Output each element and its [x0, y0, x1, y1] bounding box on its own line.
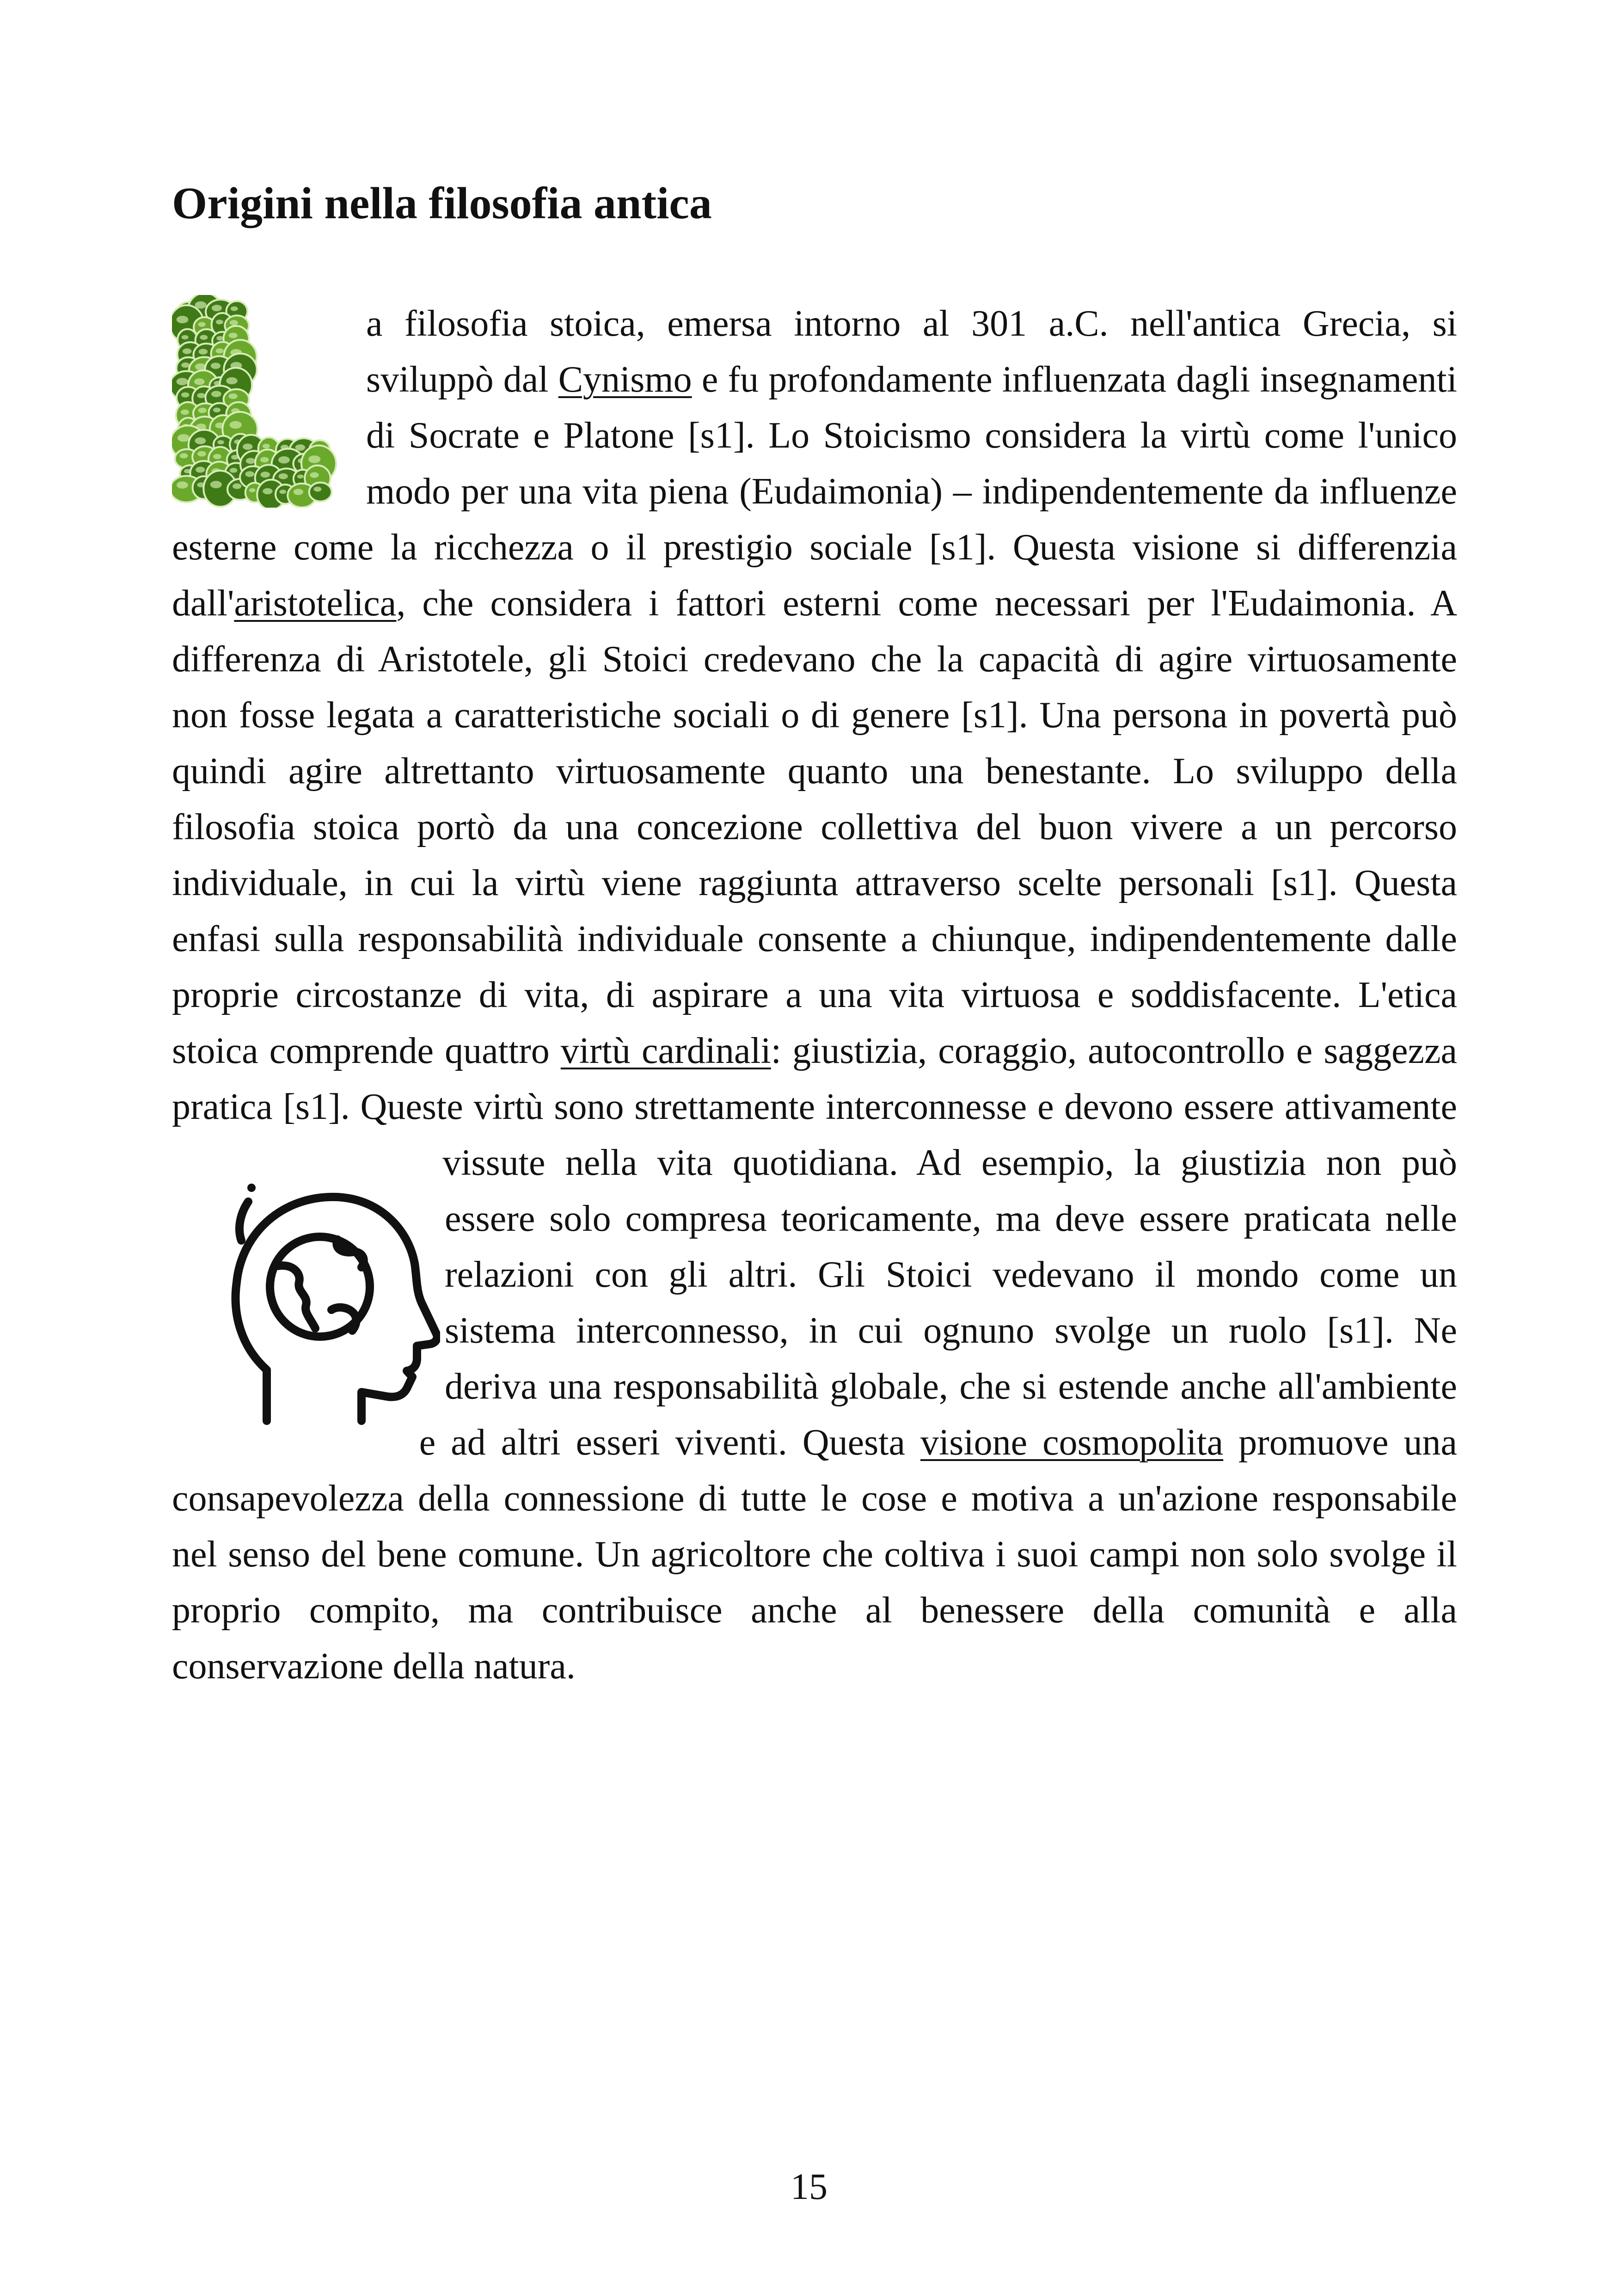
link-cynismo[interactable]: Cynismo [558, 359, 692, 400]
body-paragraph [172, 296, 1457, 1694]
link-visione-cosmopolita[interactable]: visione cosmopolita [920, 1422, 1224, 1463]
link-aristotelica[interactable]: aristotelica [234, 583, 397, 624]
paragraph-text-1: a filosofia stoica, emersa intorno al 301 a.C. nell'antica Grecia, si sviluppò dal [366, 303, 1457, 400]
link-virtu-cardinali[interactable]: virtù cardinali [560, 1031, 771, 1071]
paragraph-text-5: attivamente vissute nella vita quotidiana. Ad esempio, la giustizia non può essere solo compresa teoricamente, ma deve essere praticata nelle relazioni con gli altri. Gli Stoici vedevano il mondo come un sistema interconnesso, in cui ognuno svolge un ruolo [s1]. Ne deriva una responsabilità globale, che si estende anche all'ambiente e ad altri esseri viventi. Questa [419, 1087, 1457, 1463]
paragraph-text-4: : giustizia, coraggio, autocontrollo e saggezza pratica [s1]. Queste virtù sono strettamente interconnesse e devono essere [172, 1031, 1457, 1127]
paragraph-text-2: e fu profondamente influenzata dagli insegnamenti di Socrate e Platone [s1]. Lo Stoicismo considera la virtù come l'unico modo per una vita piena (Eudaimonia) – indipendentemente da influenze esterne come la ricchezza o il prestigio sociale [s1]. Questa visione si differenzia dall' [172, 359, 1457, 624]
paragraph-text-6: promuove una consapevolezza della connessione di tutte le cose e motiva a un'azione responsabile nel senso del bene comune. Un agricoltore che coltiva i suoi campi non solo svolge il proprio compito, ma contribuisce anche al benessere della comunità e alla conservazione della natura. [172, 1422, 1458, 1687]
head-globe-icon [172, 1139, 431, 1435]
paragraph-text-3: , che considera i fattori esterni come necessari per l'Eudaimonia. A differenza di Aristotele, gli Stoici credevano che la capacità di agire virtuosamente non fosse legata a caratteristiche sociali o di genere [s1]. Una persona in povertà può quindi agire altrettanto virtuosamente quanto una benestante. Lo sviluppo della filosofia stoica portò da una concezione collettiva del buon vivere a un percorso individuale, in cui la virtù viene raggiunta attraverso scelte personali [s1]. Questa enfasi sulla responsabilità individuale consente a chiunque, indipendentemente dalle proprie circostanze di vita, di aspirare a una vita virtuosa e soddisfacente. L'etica stoica comprende quattro [172, 583, 1457, 1071]
page-number: 15 [791, 2167, 827, 2207]
dropcap-letter-l-icon [172, 295, 348, 508]
section-title: Origini nella filosofia antica [172, 178, 712, 228]
